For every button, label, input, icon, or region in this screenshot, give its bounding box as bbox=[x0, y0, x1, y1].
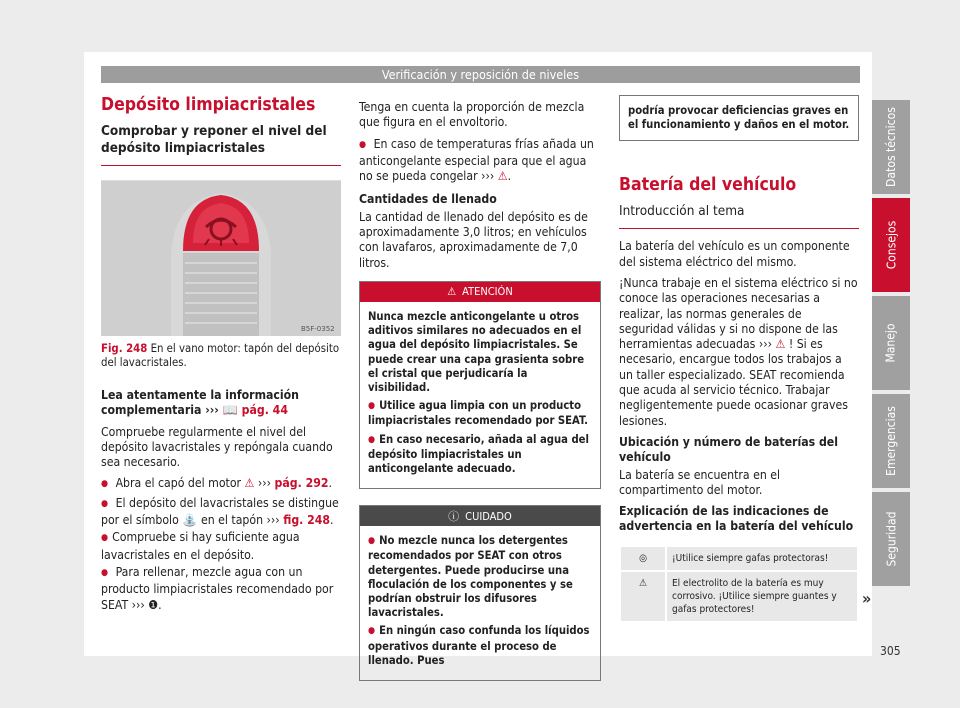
bullet-text: Abra el capó del motor bbox=[115, 476, 242, 491]
chevron-ref-icon: ››› bbox=[266, 513, 280, 528]
list-item: ● No mezcle nunca los detergentes recomendados por SEAT con otros detergentes. Puede producirse una floculación de los componentes y se podrían obstruir los difusores lavacristales. bbox=[368, 534, 592, 620]
figure-washer-cap bbox=[101, 180, 341, 336]
figure-caption bbox=[101, 342, 341, 370]
paragraph-text: ! Si es necesario, encargue todos los trabajos a un taller especializado. SEAT recomienda que acuda al servicio técnico. Trabajar negligentemente puede ocasionar graves lesiones. bbox=[619, 337, 848, 428]
chevron-ref-icon: ››› bbox=[481, 169, 495, 184]
list-item: ● Abra el capó del motor ⚠ ››› pág. 292. bbox=[101, 476, 341, 493]
column-left bbox=[101, 95, 341, 615]
bullet-text: Para rellenar, mezcle agua con un producto limpiacristales recomendado por SEAT bbox=[101, 564, 334, 612]
warning-triangle-icon: ⚠ bbox=[775, 337, 786, 352]
paragraph-2: La cantidad de llenado del depósito es de aproximadamente 3,0 litros; en vehículos con lavafaros, aproximadamente de 7,0 litros. bbox=[359, 209, 588, 270]
paragraph-text: ¡Nunca trabaje en el sistema eléctrico si no conoce las operaciones necesarias a realizar, las normas generales de seguridad válidas y si no dispone de las herramientas adecuadas bbox=[619, 276, 858, 352]
caution-title: CUIDADO bbox=[465, 509, 512, 523]
bullet-text: en el tapón bbox=[200, 513, 264, 528]
warning-title: ATENCIÓN bbox=[462, 285, 513, 299]
section-title: Batería del vehículo bbox=[619, 175, 797, 196]
paragraph-2 bbox=[619, 276, 859, 429]
caution-continued-text: podría provocar deficiencias graves en el funcionamiento y daños en el motor. bbox=[628, 104, 850, 132]
figure-ref-link[interactable]: fig. 248 bbox=[283, 513, 331, 528]
tab-datos-tecnicos[interactable] bbox=[872, 100, 910, 194]
tab-seguridad[interactable] bbox=[872, 492, 910, 586]
washer-cap-illustration bbox=[101, 181, 341, 336]
warning-body bbox=[360, 302, 600, 488]
tab-consejos[interactable] bbox=[872, 198, 910, 292]
column-middle bbox=[359, 100, 601, 681]
bullet-text: El depósito del lavacristales se distingue por el símbolo bbox=[101, 495, 339, 528]
tab-label: Manejo bbox=[884, 323, 898, 363]
section-header: Verificación y reposición de niveles bbox=[101, 66, 860, 83]
caption-label: Fig. 248 bbox=[101, 342, 148, 355]
tab-manejo[interactable] bbox=[872, 296, 910, 390]
caution-body bbox=[360, 526, 600, 680]
caution-header bbox=[360, 506, 600, 526]
chevron-ref-icon: ››› bbox=[131, 597, 145, 612]
warning-box bbox=[359, 281, 601, 489]
bullet-text: En caso de temperaturas frías añada un anticongelante especial para que el agua no se pueda congelar bbox=[359, 136, 594, 184]
intro-text: Lea atentamente la información complementaria bbox=[101, 388, 299, 418]
list-item: ● En ningún caso confunda los líquidos operativos durante el proceso de llenado. Pues bbox=[368, 624, 592, 668]
list-item: ● En caso necesario, añada al agua del depósito limpiacristales un anticongelante adecuado. bbox=[368, 433, 592, 477]
list-item: ● En caso de temperaturas frías añada un anticongelante especial para que el agua no se pueda congelar ››› ⚠. bbox=[359, 137, 601, 185]
table-cell: El electrolito de la batería es muy corrosivo. ¡Utilice siempre guantes y gafas protectores! bbox=[666, 571, 858, 622]
figure-code: B5F-0352 bbox=[301, 325, 335, 333]
warning-triangle-icon: ⚠ bbox=[497, 169, 508, 184]
subtitle-block bbox=[101, 123, 341, 166]
chevron-ref-icon: ››› bbox=[758, 337, 773, 352]
tab-label: Datos técnicos bbox=[884, 107, 899, 187]
chevron-ref-icon: ››› bbox=[257, 476, 272, 491]
paragraph-1: La batería del vehículo es un componente del sistema eléctrico del mismo. bbox=[619, 239, 850, 269]
warning-paragraph: Nunca mezcle anticongelante u otros aditivos similares no adecuados en el agua del depósito limpiacristales. Se puede crear una capa grasienta sobre el cristal que perjudicaría la visibilidad. bbox=[368, 309, 585, 394]
list-item: ● Compruebe si hay suficiente agua lavacristales en el depósito. bbox=[101, 530, 341, 563]
paragraph-1: Compruebe regularmente el nivel del depósito lavacristales y repóngala cuando sea necesario. bbox=[101, 424, 333, 470]
goggles-icon: ◎ bbox=[620, 546, 666, 571]
page-number: 305 bbox=[880, 644, 901, 658]
page-ref-link[interactable]: pág. 292 bbox=[274, 476, 329, 491]
intro-ref-link[interactable]: pág. 44 bbox=[241, 403, 288, 418]
caution-continued-box bbox=[619, 95, 859, 141]
subheading: Cantidades de llenado bbox=[359, 192, 497, 207]
acid-hazard-icon: ⚠ bbox=[620, 571, 666, 622]
tab-label: Consejos bbox=[884, 220, 898, 270]
table-row bbox=[620, 546, 858, 571]
table-row bbox=[620, 571, 858, 622]
continue-arrow-icon: » bbox=[862, 589, 872, 608]
section-subtitle: Introducción al tema bbox=[619, 203, 745, 220]
column-right bbox=[619, 95, 859, 623]
list-item: ● Utilice agua limpia con un producto limpiacristales recomendado por SEAT. bbox=[368, 399, 592, 428]
info-circle-icon: ❶ bbox=[148, 597, 159, 612]
tab-emergencias[interactable] bbox=[872, 394, 910, 488]
battery-warnings-table bbox=[619, 545, 859, 623]
paragraph-3: La batería se encuentra en el compartimento del motor. bbox=[619, 467, 781, 497]
paragraph-1: Tenga en cuenta la proporción de mezcla que figura en el envoltorio. bbox=[359, 100, 585, 130]
subtitle-block bbox=[619, 203, 859, 229]
washer-symbol-icon: ⛲ bbox=[182, 513, 198, 528]
table-cell: ¡Utilice siempre gafas protectoras! bbox=[666, 546, 858, 571]
tab-label: Emergencias bbox=[884, 406, 899, 476]
intro-paragraph bbox=[101, 388, 341, 419]
caption-text: En el vano motor: tapón del depósito del lavacristales. bbox=[101, 342, 340, 369]
tab-label: Seguridad bbox=[884, 511, 898, 567]
section-title: Depósito limpiacristales bbox=[101, 95, 316, 115]
warning-triangle-icon: ⚠ bbox=[244, 476, 255, 491]
section-subtitle: Comprobar y reponer el nivel del depósito limpiacristales bbox=[101, 123, 327, 156]
caution-box bbox=[359, 505, 601, 681]
book-icon: 📖 bbox=[222, 403, 238, 418]
list-item: ● Para rellenar, mezcle agua con un producto limpiacristales recomendado por SEAT ››› ❶. bbox=[101, 565, 341, 613]
chevron-ref-icon: ››› bbox=[205, 403, 219, 418]
warning-triangle-icon: ⚠ bbox=[447, 285, 457, 299]
list-item: ● El depósito del lavacristales se distingue por el símbolo ⛲ en el tapón ››› fig. 248. bbox=[101, 496, 341, 529]
subheading: Ubicación y número de baterías del vehículo bbox=[619, 434, 838, 465]
warning-header bbox=[360, 282, 600, 302]
subheading: Explicación de las indicaciones de advertencia en la batería del vehículo bbox=[619, 504, 854, 534]
info-circle-icon: ⓘ bbox=[448, 509, 460, 523]
